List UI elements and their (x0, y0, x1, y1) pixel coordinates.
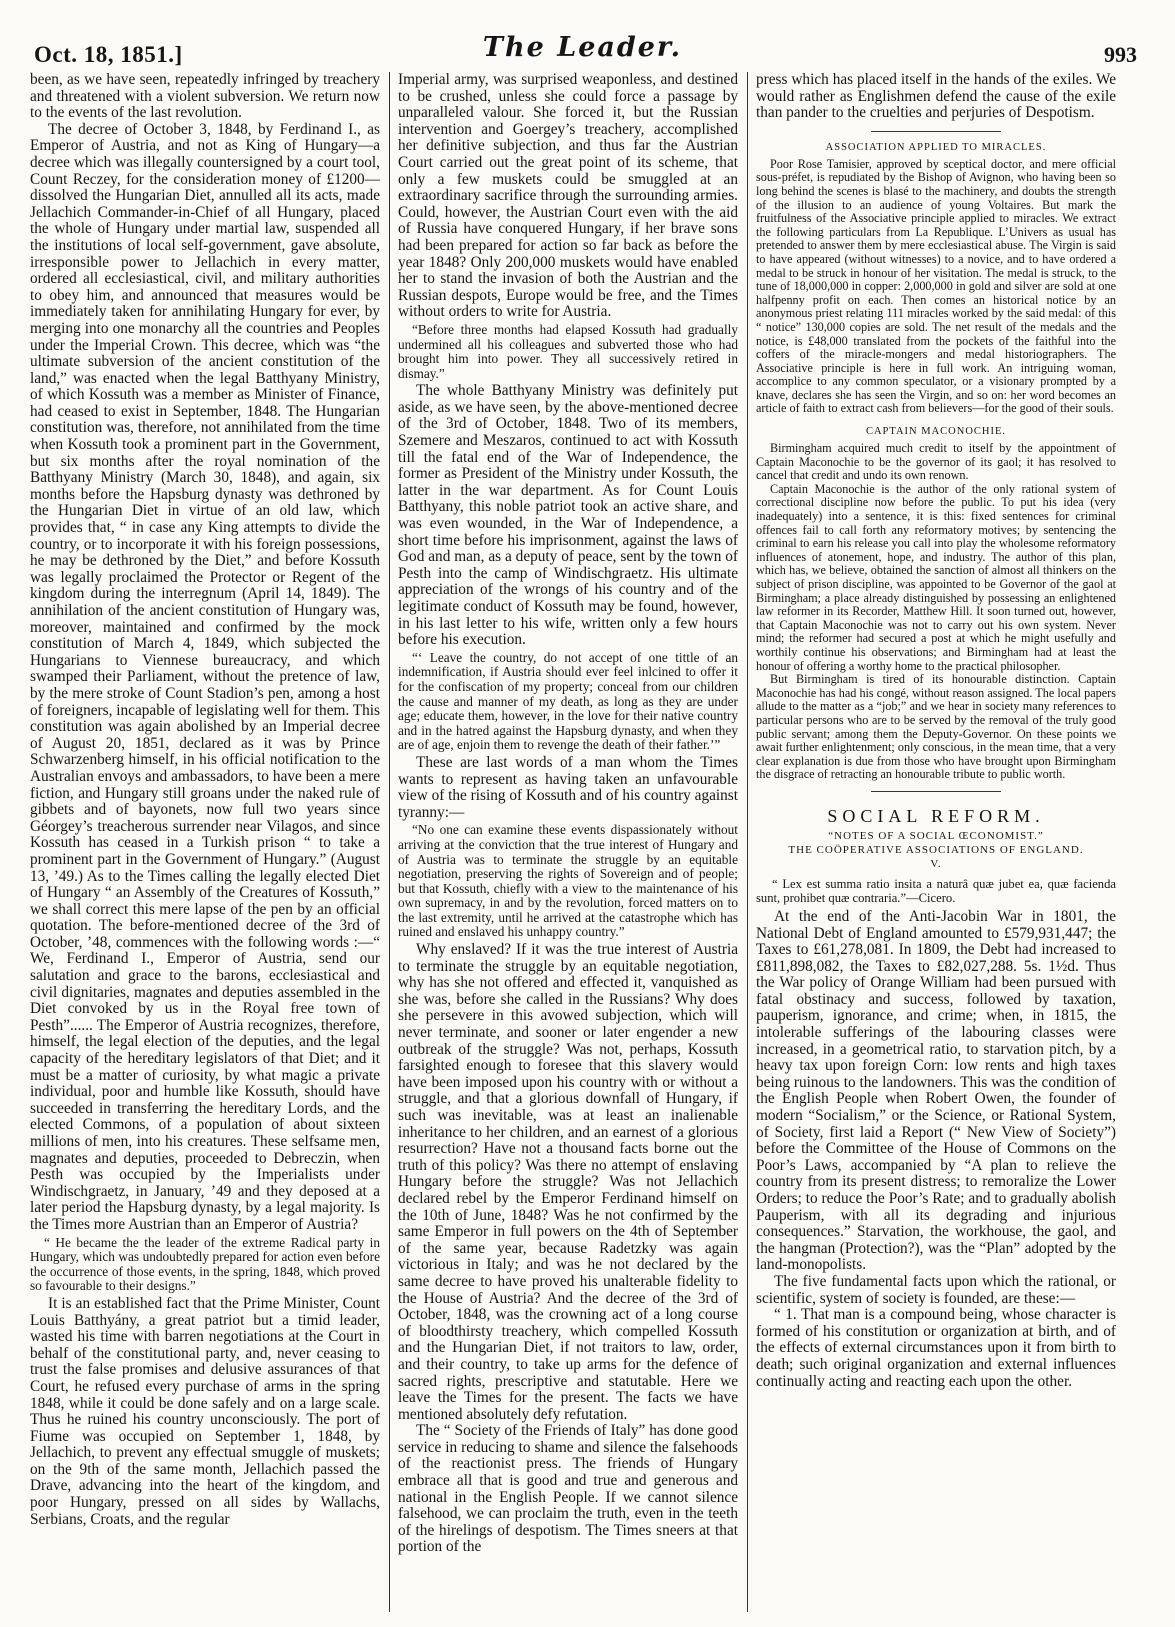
page-number: 993 (1104, 42, 1137, 67)
paragraph: “ 1. That man is a compound being, whose character is formed of his constitution or organization at birth, and of the effects of external circumstances upon it from birth to death; such original organization and external influences continually acting and reacting each upon the other. (756, 1306, 1116, 1390)
paragraph: The “ Society of the Friends of Italy” has done good service in reducing to shame and silence the falsehoods of the reactionist press. The friends of Hungary embrace all that is good and true and generous and national in the English People. If we cannot silence falsehood, we can proclaim the truth, even in the teeth of the hirelings of despotism. The Times sneers at that portion of the (398, 1422, 738, 1556)
paragraph: Imperial army, was surprised weaponless, and destined to be crushed, unless she could force a passage by unparalleled valour. She forced it, but the Russian intervention and Goergey’s treachery, accomplished her definitive subjection, and thus far the Austrian Court carried out the great point of its scheme, that only a few muskets could be smuggled at an extraordinary sacrifice through the surrounding armies. Could, however, the Austrian Court even with the aid of Russia have conquered Hungary, if her brave sons had been prepared for action so far back as before the year 1848? Only 200,000 muskets would have enabled her to stand the invasion of both the Austrian and the Russian despots, Europe would be free, and the Times without orders to write for Austria. (398, 72, 738, 321)
issue-date: Oct. 18, 1851.] (34, 42, 183, 67)
column-1 (30, 72, 380, 1612)
paragraph: The five fundamental facts upon which the rational, or scientific, system of society is founded, are these:— (756, 1272, 1116, 1307)
paragraph: Captain Maconochie is the author of the only rational system of correctional discipline now before the public. To put his idea (very inadequately) into a sentence, it is this: fixed sentences for criminal offences fail to call forth any reformatory motives; by sentencing the criminal to earn his release you call into play the wholesome reformatory influences of atonement, hope, and industry. The author of this plan, which has, we believe, obtained the sanction of almost all thinkers on the subject of prison discipline, was appointed to be Governor of the gaol at Birmingham; a place already distinguished by possessing an enlightened law reformer in its Recorder, Matthew Hill. It soon turned out, however, that Captain Maconochie was not to carry out his own system. Never mind; the reformer had secured a post at which he might usefully and worthily continue his observations; and Birmingham had at least the honour of offering a worthy home to the practical philosopher. (756, 481, 1116, 673)
section-divider (871, 131, 1001, 132)
block-quote: “‘ Leave the country, do not accept of one tittle of an indemnification, if Austria should ever feel inlcined to offer it for the confiscation of my property; conceal from our children the cause and manner of my death, as long as they are under age; educate them, however, in the love for their native country and in the hatred against the Hapsburg dynasty, and when they are of age, enjoin them to revenge the death of their father.’” (398, 649, 738, 753)
paragraph: At the end of the Anti-Jacobin War in 1801, the National Debt of England amounted to £579,931,447; the Taxes to £61,278,081. In 1809, the Debt had increased to £811,898,082, the Taxes to £82,027,288. 5s. 1½d. Thus the War policy of Orange William had been pursued with fatal obstinacy and success, followed by taxation, pauperism, ignorance, and crime; when, in 1815, the intolerable sufferings of the labouring classes were increased, in a geometrical ratio, to starvation pitch, by a heavy tax upon foreign Corn: low rents and high taxes being ruinous to the landowners. This was the condition of the English People when Robert Owen, the founder of modern “Socialism,” or the Science, or Rational System, of Society, first laid a Report (“ New View of Society”) before the Committee of the House of Commons on the Poor’s Laws, accompanied by “A plan to relieve the country from its present distress; to remoralize the Lower Orders; to reduce the Poor’s Rate; and to gradually abolish Pauperism, with all its degrading and injurious consequences.” Starvation, the workhouse, the gaol, and the hangman (Protection?), was the “Plan” adopted by the land-monopolists. (756, 907, 1116, 1274)
article-subtitle: THE COÖPERATIVE ASSOCIATIONS OF ENGLAND. (788, 843, 1084, 856)
part-number: V. (930, 857, 942, 870)
section-title: SOCIAL REFORM. (827, 805, 1045, 826)
block-quote: “Before three months had elapsed Kossuth had gradually undermined all his colleagues and subverted those who had brought him into power. They all successively retired in dismay.” (398, 321, 738, 381)
column-3 (756, 72, 1116, 1612)
paragraph: Why enslaved? If it was the true interest of Austria to terminate the struggle by an equitable negotiation, why has she not offered and effected it, vanquished as she was, before she called in the Russians? Why does she persevere in this avowed subjection, which will never terminate, and sooner or later engender a new outbreak of the struggle? Was not, perhaps, Kossuth farsighted enough to foresee that this slavery would have been imposed upon his country with or without a struggle, and that a glorious downfall of Hungary, if such was inevitable, was at least an inalienable inheritance to her children, and an earnest of a glorious resurrection? Have not a thousand facts borne out the truth of this policy? Was there no attempt of enslaving Hungary before the struggle? Was not Jellachich declared rebel by the Emperor Ferdinand himself on the 10th of June, 1848? Was he not confirmed by the same Emperor in full powers on the 4th of September of the same year, because Radetzky was again victorious in Italy; and was he not declared by the same decree to have proved his unalterable fidelity to the House of Austria? And the decree of the 3rd of October, 1848, was the crowning act of a long course of bloodthirsty treachery, which compelled Kossuth and the Hungarian Diet, if not traitors to law, order, and their country, to take up arms for the defence of sacred rights, prescriptive and statutable. Here we leave the Times for the present. The facts we have mentioned absolutely defy refutation. (398, 941, 738, 1423)
paragraph: Birmingham acquired much credit to itself by the appointment of Captain Maconochie to be the governor of its gaol; it has resolved to cancel that credit and undo its own renown. (756, 441, 1116, 483)
column-rule (389, 72, 390, 1612)
paragraph: Poor Rose Tamisier, approved by sceptical doctor, and mere official sous-préfet, is repudiated by the Bishop of Avignon, who having been so long behind the scenes is blasé to the machinery, and doubts the strength of the illusion to an audience of young Voltaires. But mark the fruitfulness of the Associative principle applied to miracles. We extract the following particulars from La Republique. L’Univers as usual has pretended to answer them by mere ecclesiastical abuse. The Virgin is said to have appeared (without witnesses) to a novice, and to have ordered a medal to be struck in honour of her visitation. The medal is struck, to the tune of 18,000,000 in copper: 2,000,000 in gold and silver are sold at one halfpenny profit on each. Then comes an historical notice by an anonymous priest relating 111 miracles worked by the said medal: of this “ notice” 130,000 copies are sold. The net result of the medals and the notice, is £48,000 translated from the pockets of the faithful into the coffers of the miracle-mongers and medal historiographers. The Associative principle is here in full work. An intriguing woman, accomplice to any common speculator, or a visionary prompted by a knave, declares she has seen the Virgin, and so on: her word becomes an article of faith to extract cash from believers—for the good of their souls. (756, 156, 1116, 416)
epigraph: “ Lex est summa ratio insita a naturâ quæ jubet ea, quæ facienda sunt, prohibet quæ contraria.”—Cicero. (756, 876, 1116, 905)
paragraph: press which has placed itself in the hands of the exiles. We would rather as Englishmen defend the cause of the exile than pander to the cruelties and perjuries of Despotism. (756, 72, 1116, 122)
column-rule (747, 72, 748, 1612)
section-heading: CAPTAIN MACONOCHIE. (865, 426, 1007, 438)
block-quote: “ He became the the leader of the extreme Radical party in Hungary, which was undoubtedly prepared for action even before the occurrence of those events, in the spring, 1848, which proved so favourable to their designs.” (30, 1234, 380, 1294)
newspaper-title: The Leader. (482, 32, 683, 63)
series-title: “NOTES OF A SOCIAL ŒCONOMIST.” (828, 829, 1044, 842)
column-2 (398, 72, 738, 1612)
paragraph: The whole Batthyany Ministry was definitely put aside, as we have seen, by the above-mentioned decree of the 3rd of October, 1848. Two of its members, Szemere and Meszaros, continued to act with Kossuth till the fatal end of the War of Independence, the former as President of the Ministry under Kossuth, the latter in the war department. As for Count Louis Batthyany, this noble patriot took an active share, and was even wounded, in the War of Independence, a short time before his imprisonment, against the laws of God and man, as a deputy of peace, sent by the town of Pesth into the camp of Windischgraetz. His ultimate appreciation of the wrongs of his country and of the legitimate conduct of Kossuth may be found, however, in his last letter to his wife, written only a few hours before his execution. (398, 382, 738, 649)
paragraph: It is an established fact that the Prime Minister, Count Louis Batthyány, a great patriot but a timid leader, wasted his time with barren negotiations at the Court in behalf of the constitutional party, and, never ceasing to trust the false promises and delusive assurances of that Court, he refused every purchase of arms in the spring 1848, while it could be done safely and on a large scale. Thus he ruined his country unconsciously. The port of Fiume was occupied on September 1, 1848, by Jellachich, to prevent any effectual smuggle of muskets; on the 9th of the same month, Jellachich passed the Drave, advancing into the heart of the kingdom, and poor Hungary, pressed on all sides by Wallachs, Serbians, Croats, and the regular (30, 1294, 380, 1528)
masthead (28, 28, 1137, 72)
section-divider (871, 791, 1001, 792)
paragraph: But Birmingham is tired of its honourable distinction. Captain Maconochie has had his congé, without reason assigned. The local papers allude to the matter as a “job;” and we hear in society many references to particular persons who are to be served by the removal of the truly good public servant; among them the Deputy-Governor. On these points we await further enlightenment; only conscious, in the mean time, that a very clear explanation is due from those who have brought upon Birmingham the disgrace of retracting an honourable tribute to public worth. (756, 672, 1116, 782)
block-quote: “No one can examine these events dispassionately without arriving at the conviction that the true interest of Hungary and of Austria was to terminate the struggle by an equitable negotiation, preserving the rights of Sovereign and of people; but that Kossuth, chiefly with a view to the maintenance of his own supremacy, in and by the revolution, forced matters on to the last extremity, until he arrived at the catastrophe which has ruined and enslaved his unhappy country.” (398, 822, 738, 940)
paragraph: These are last words of a man whom the Times wants to represent as having taken an unfavourable view of the rising of Kossuth and of his country against tyranny:— (398, 753, 738, 821)
paragraph: The decree of October 3, 1848, by Ferdinand I., as Emperor of Austria, and not as King of Hungary—a decree which was illegally countersigned by a court tool, Count Reczey, for the consideration money of £1200—dissolved the Hungarian Diet, annulled all its acts, made Jellachich Commander-in-Chief of all Hungary, placed the whole of Hungary under martial law, suspended all the institutions of local self-government, gave absolute, irresponsible power to Jellachich in every matter, ordered all ecclesiastical, civil, and military authorities to obey him, and announced that measures would be immediately taken for annihilating Hungary for ever, by merging into one monarchy all the countries and Peoples under the Imperial Crown. This decree, which was “the ultimate subversion of the ancient constitution of the land,” was enacted when the legal Batthyany Ministry, of which Kossuth was a member as Minister of Finance, had ceased to exist in September, 1848. The Hungarian constitution was, therefore, not annihilated from the time when Kossuth took a prominent part in the Government, but six months after the royal nomination of the Batthyany Ministry (March 30, 1848), and again, six months before the Hapsburg dynasty was dethroned by the Hungarian Diet in virtue of an old law, which provides that, “ in case any King attempts to divide the country, or to incorporate it with his foreign possessions, he may be dethroned by the Diet,” and before Kossuth was legally proclaimed the Protector or Regent of the kingdom during the interregnum (April 14, 1849). The annihilation of the ancient constitution of Hungary was, moreover, maintained and confirmed by the mock constitution of March 4, 1849, which subjected the Hungarians to Viennese bureaucracy, and which swamped their Parliament, without the pretence of law, by the mere stroke of Count Stadion’s pen, among a host of foreigners, incapable of legislating well for them. This constitution was again abolished by an Imperial decree of August 20, 1851, declared as it was by Prince Schwarzenberg himself, in his official notification to the Australian envoys and ambassadors, to have been a mere fiction, and Hungary still groans under the naked rule of gibbets and of bayonets, now full two years since Géorgey’s treacherous surrender near Vilagos, and since Kossuth has ceased in a Turkish prison “ to take a prominent part in the Government of Hungary.” (August 13, ’49.) As to the Times calling the legally elected Diet of Hungary “ an Assembly of the Creatures of Kossuth,” we shall correct this mere lapse of the pen by an official quotation. The before-mentioned decree of the 3rd of October, ’48, commences with the following words :—“ We, Ferdinand I., Emperor of Austria, send our salutation and grace to the barons, ecclesiastical and civil dignitaries, magnates and deputies assembled in the Diet convoked by us in the Royal free town of Pesth”...... The Emperor of Austria recognizes, therefore, himself, the legal election of the deputies, and the legal capacity of the hereditary legislators of that Diet; and it must be a matter of curiosity, by what magic a private individual, poor and humble like Kossuth, should have succeeded in transferring the hereditary Lords, and the elected Commons, of a population of about sixteen millions of men, into his creatures. These selfsame men, magnates and deputies, proceeded to Debreczin, when Pesth was occupied by the Imperialists under Windischgraetz, in January, ’49 and they deposed at a later period the Hapsburg dynasty, by a legal majority. Is the Times more Austrian than an Emperor of Austria? (30, 120, 380, 1233)
section-heading: ASSOCIATION APPLIED TO MIRACLES. (825, 141, 1047, 153)
paragraph: been, as we have seen, repeatedly infringed by treachery and threatened with a violent subversion. We return now to the events of the last revolution. (30, 72, 380, 122)
